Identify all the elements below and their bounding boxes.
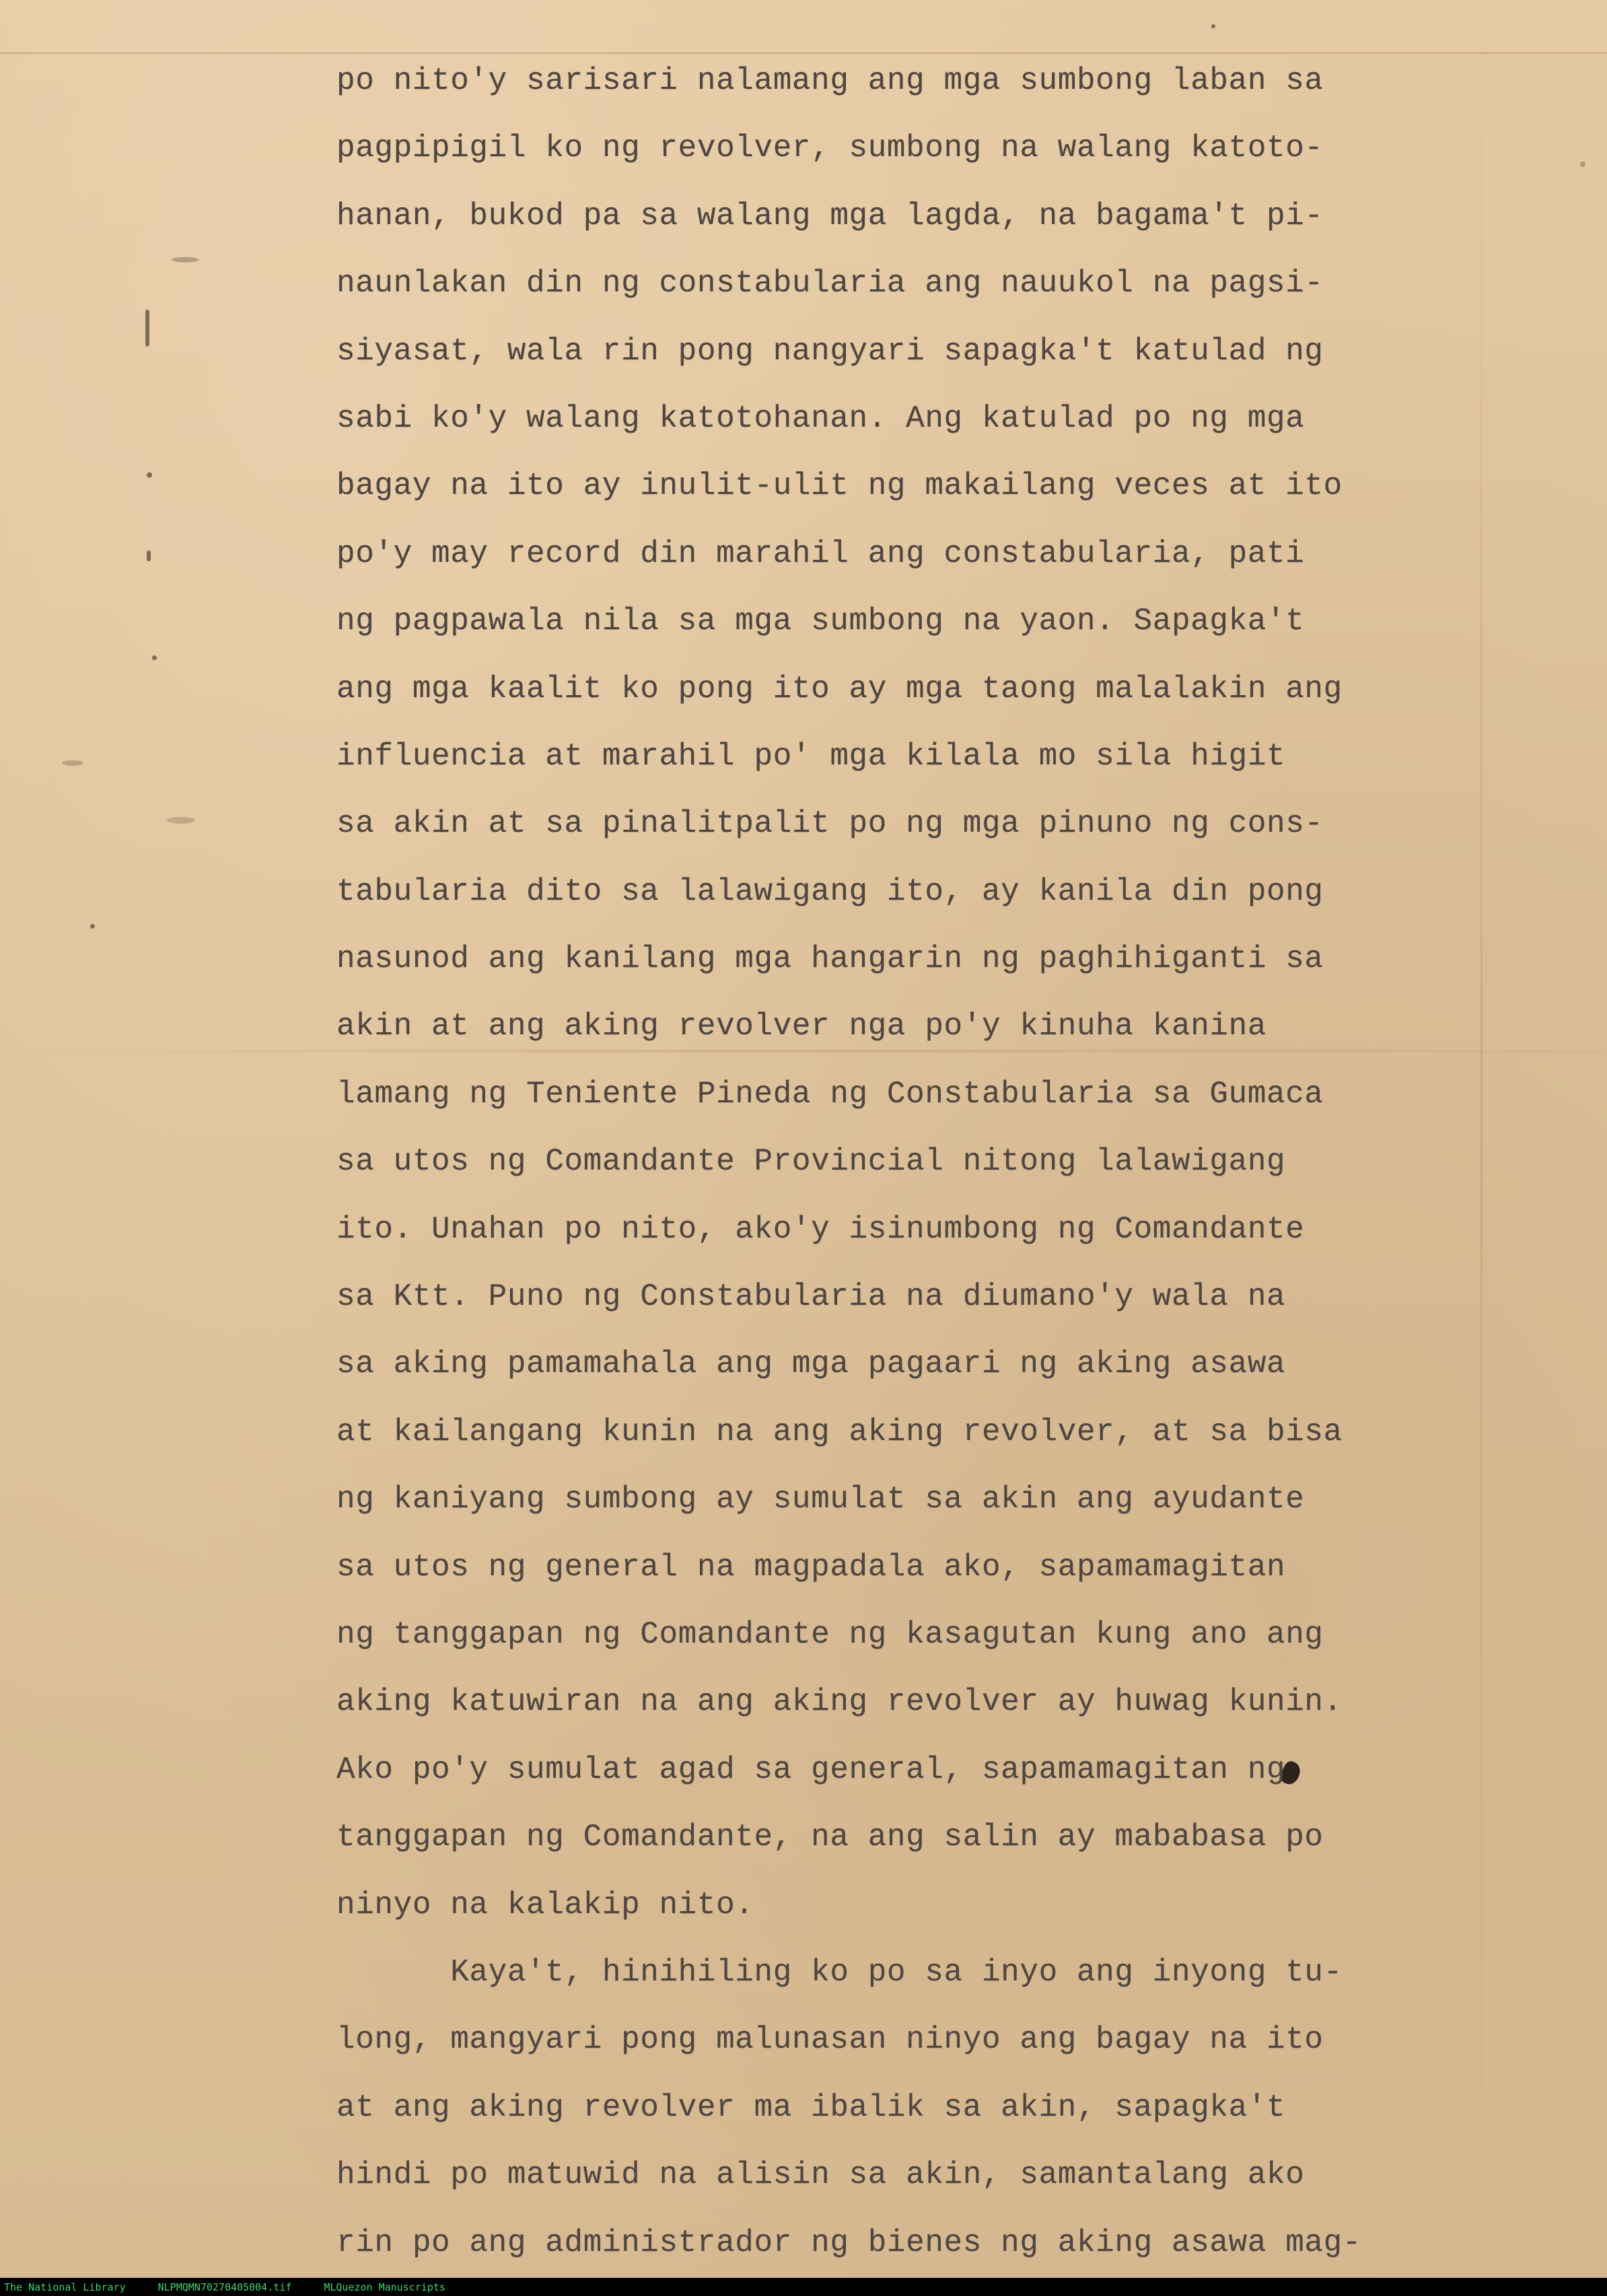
text-line: tanggapan ng Comandante, na ang salin ay mababasa po xyxy=(336,1820,1324,1855)
text-line: hanan, bukod pa sa walang mga lagda, na bagama't pi- xyxy=(336,198,1324,234)
paper-speck xyxy=(147,472,152,478)
text-line: siyasat, wala rin pong nangyari sapagka't katulad ng xyxy=(336,333,1324,369)
text-line: pagpipigil ko ng revolver, sumbong na walang katoto- xyxy=(336,131,1324,166)
text-line: sa utos ng Comandante Provincial nitong lalawigang xyxy=(336,1144,1286,1180)
text-line: sa aking pamamahala ang mga pagaari ng aking asawa xyxy=(336,1347,1286,1382)
text-line: ninyo na kalakip nito. xyxy=(336,1887,754,1923)
text-line: aking katuwiran na ang aking revolver ay huwag kunin. xyxy=(336,1684,1343,1720)
footer-collection: MLQuezon Manuscripts xyxy=(324,2281,445,2293)
vertical-fold-crease xyxy=(1480,0,1483,2278)
text-line: hindi po matuwid na alisin sa akin, samantalang ako xyxy=(336,2157,1305,2193)
text-line: Ako po'y sumulat agad sa general, sapamamagitan ng xyxy=(336,1752,1286,1787)
text-line: naunlakan din ng constabularia ang nauukol na pagsi- xyxy=(336,266,1324,301)
text-line: po'y may record din marahil ang constabularia, pati xyxy=(336,536,1305,571)
text-line: ito. Unahan po nito, ako'y isinumbong ng Comandante xyxy=(336,1211,1305,1247)
text-line: ng tanggapan ng Comandante ng kasagutan kung ano ang xyxy=(336,1616,1324,1652)
text-line: at kailangang kunin na ang aking revolver, at sa bisa xyxy=(336,1414,1343,1449)
text-line: tabularia dito sa lalawigang ito, ay kanila din pong xyxy=(336,873,1324,909)
paper-speck xyxy=(1211,24,1215,28)
paper-speck xyxy=(1580,162,1585,167)
text-line: sa utos ng general na magpadala ako, sapamamagitan xyxy=(336,1549,1286,1585)
paper-speck xyxy=(152,655,157,660)
text-line: Kaya't, hinihiling ko po sa inyo ang inyong tu- xyxy=(336,1954,1343,1990)
text-line: nasunod ang kanilang mga hangarin ng paghihiganti sa xyxy=(336,941,1324,977)
text-line: ng pagpawala nila sa mga sumbong na yaon. Sapagka't xyxy=(336,604,1305,639)
scan-footer-bar xyxy=(0,2278,1607,2296)
text-line: influencia at marahil po' mga kilala mo sila higit xyxy=(336,738,1286,774)
text-line: po nito'y sarisari nalamang ang mga sumbong laban sa xyxy=(336,63,1324,98)
footer-library-label: The National Library xyxy=(4,2281,126,2293)
text-line: rin po ang administrador ng bienes ng aking asawa mag- xyxy=(336,2225,1362,2260)
text-line: akin at ang aking revolver nga po'y kinuha kanina xyxy=(336,1009,1267,1044)
text-line: bagay na ito ay inulit-ulit ng makailang veces at ito xyxy=(336,468,1343,504)
text-line: sa akin at sa pinalitpalit po ng mga pinuno ng cons- xyxy=(336,806,1324,842)
paper-speck xyxy=(62,760,83,766)
paper-speck xyxy=(167,817,195,824)
paper-speck xyxy=(145,310,149,347)
footer-filename: NLPMQMN70270405004.tif xyxy=(157,2281,292,2293)
text-line: long, mangyari pong malunasan ninyo ang bagay na ito xyxy=(336,2022,1324,2058)
text-line: sabi ko'y walang katotohanan. Ang katulad po ng mga xyxy=(336,400,1305,436)
paper-speck xyxy=(147,550,151,561)
typed-letter-body xyxy=(336,47,1427,2276)
text-line: sa Ktt. Puno ng Constabularia na diumano'y wala na xyxy=(336,1279,1286,1315)
text-line: ng kaniyang sumbong ay sumulat sa akin ang ayudante xyxy=(336,1482,1305,1517)
text-line: lamang ng Teniente Pineda ng Constabularia sa Gumaca xyxy=(336,1076,1324,1112)
text-line: at ang aking revolver ma ibalik sa akin, sapagka't xyxy=(336,2089,1286,2125)
paper-speck xyxy=(90,924,95,929)
paper-speck xyxy=(172,257,199,262)
text-line: ang mga kaalit ko pong ito ay mga taong malalakin ang xyxy=(336,671,1343,707)
